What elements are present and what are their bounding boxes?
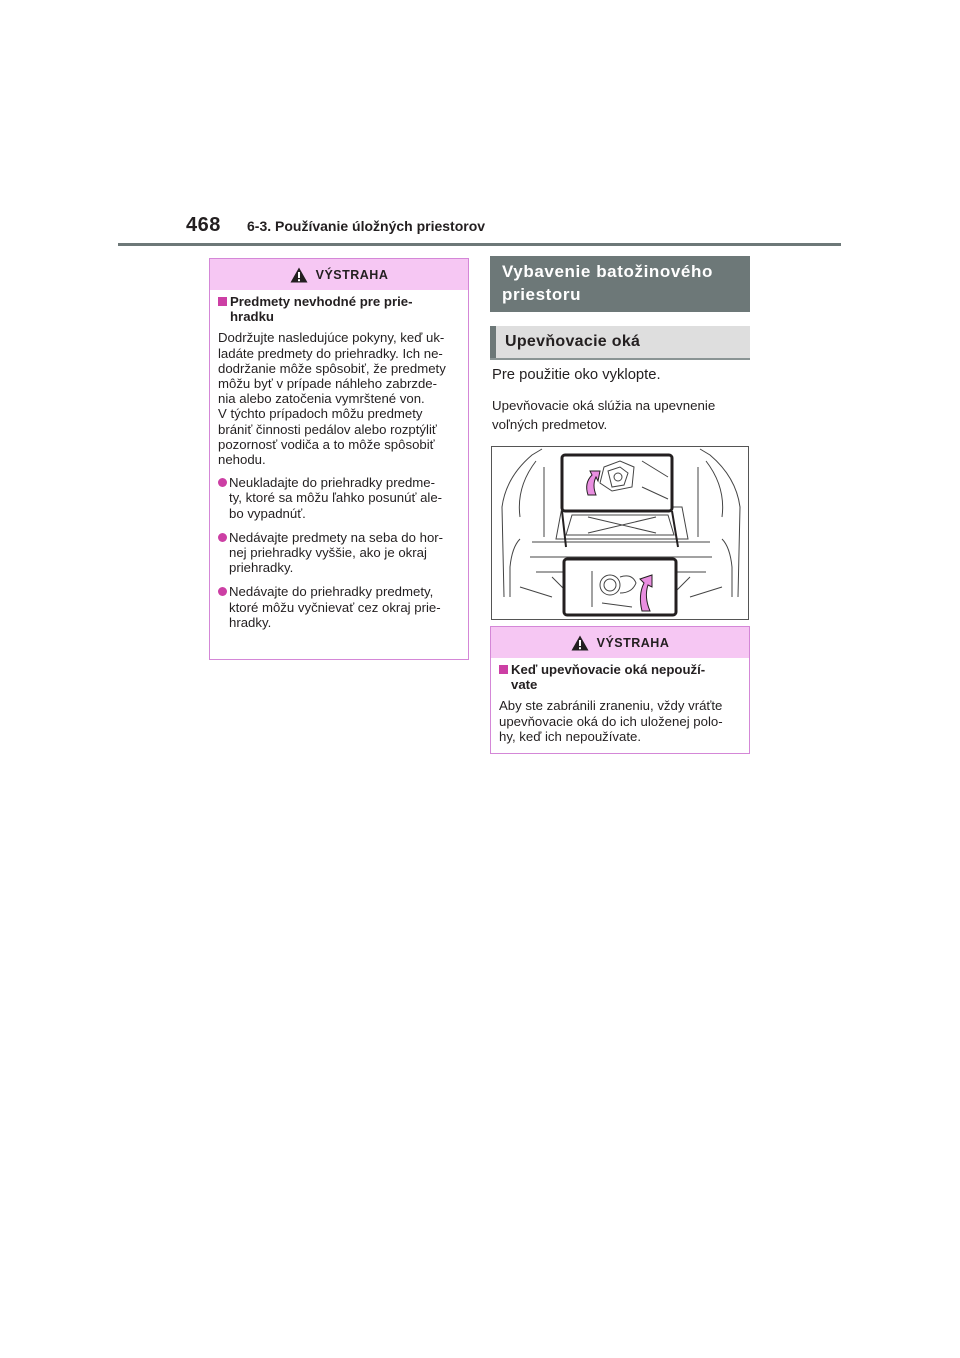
warning-triangle-icon — [290, 267, 308, 283]
warning-heading-text: Predmety nevhodné pre prie- hradku — [230, 294, 413, 325]
warning-triangle-icon — [571, 635, 589, 651]
page-number: 468 — [186, 214, 221, 236]
cargo-illustration-svg — [492, 447, 748, 619]
warning-heading — [499, 662, 741, 692]
warning-body — [491, 658, 749, 760]
section-title: 6-3. Používanie úložných priestorov — [247, 218, 486, 234]
bullet-text: Nedávajte do priehradky predmety, ktoré môžu vyčnievať cez okraj prie- hradky. — [229, 584, 441, 630]
bullet-item — [218, 530, 460, 576]
round-bullet-icon — [218, 587, 227, 596]
square-bullet-icon — [499, 665, 508, 674]
square-bullet-icon — [218, 297, 227, 306]
warning-paragraph: Dodržujte nasledujúce pokyny, keď uk- ladáte predmety do priehradky. Ich ne- dodržanie môže spôsobiť, že predmety môžu byť v prípade náhleho zabrzde- nia alebo zatočenia vymrštené von. V týchto prípadoch môžu predmety brániť činnosti pedálov alebo rozptýliť pozornosť vodiča a to môže spôsobiť nehodu. — [218, 330, 446, 468]
left-warning-box — [209, 258, 469, 660]
bullet-item — [218, 475, 460, 521]
warning-header — [491, 627, 749, 658]
subsection-banner: Upevňovacie oká — [490, 326, 750, 358]
warning-body — [210, 290, 468, 647]
warning-heading — [218, 294, 460, 324]
description-text: Upevňovacie oká slúžia na upevnenie voľných predmetov. — [492, 398, 716, 432]
warning-header — [210, 259, 468, 290]
lead-text: Pre použitie oko vyklopte. — [492, 367, 661, 383]
round-bullet-icon — [218, 533, 227, 542]
cargo-area-illustration — [491, 446, 749, 620]
warning-title: VÝSTRAHA — [315, 267, 389, 282]
warning-paragraph: Aby ste zabránili zraneniu, vždy vráťte upevňovacie oká do ich uloženej polo- hy, keď ich nepoužívate. — [499, 698, 723, 744]
warning-heading-text: Keď upevňovacie oká nepouží- vate — [511, 662, 706, 693]
round-bullet-icon — [218, 478, 227, 487]
bullet-text: Neukladajte do priehradky predme- ty, ktoré sa môžu ľahko posunúť ale- bo vypadnúť. — [229, 475, 443, 521]
bullet-item — [218, 584, 460, 630]
header-rule — [118, 243, 841, 246]
right-warning-box — [490, 626, 750, 754]
section-banner: Vybavenie batožinového priestoru — [490, 256, 750, 312]
bullet-text: Nedávajte predmety na seba do hor- nej priehradky vyššie, ako je okraj priehradky. — [229, 529, 444, 576]
warning-title: VÝSTRAHA — [596, 635, 670, 650]
